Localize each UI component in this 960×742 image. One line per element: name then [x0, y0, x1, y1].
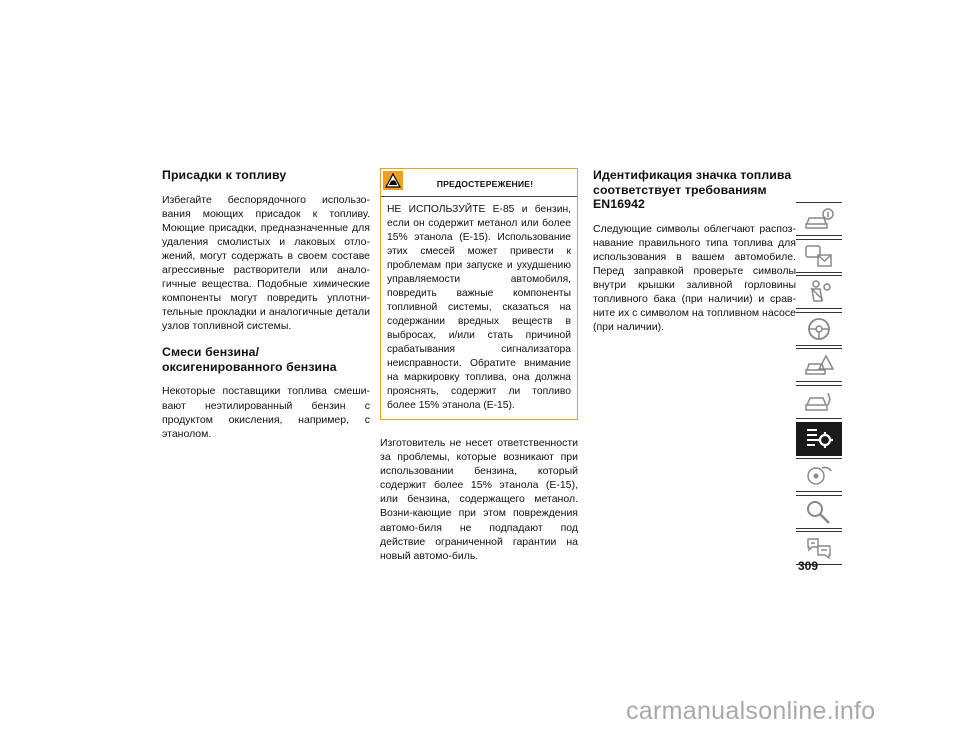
car-service-icon [804, 389, 834, 415]
tab-steering[interactable] [796, 312, 842, 346]
page-number: 309 [798, 559, 819, 573]
warning-text: НЕ ИСПОЛЬЗУЙТЕ Е-85 и бензин, если он содержит метанол или более 15% этанола (Е-15). Использование этих смесей может привести к проблемам при запуске и ухудшению управляемости автомобиля, повредить важные компоненты топливной системы, сказаться на содержании вредных веществ в выбросах, и/или стать причиной срабатывания сигнализатора неисправности. Обратите внимание на маркировку топлива, она должна прояснять, содержит ли топливо более 15% этанола (Е-15). [387, 204, 571, 411]
chapter-tabs [796, 202, 842, 568]
paragraph-fuel-symbol: Следующие символы облегчают распоз-навание правильного типа топлива для использования в вашем автомобиле. Перед заправкой проверьте символы внутри крышки заливной горловины топливного бака (при наличии) и срав-ните их с символом на топливном насосе (при наличии). [593, 222, 796, 334]
heading-fuel-symbol: Идентификация значка топлива соответствует требованиям EN16942 [593, 168, 792, 211]
watermark[interactable]: carmanualsonline.info [626, 697, 876, 725]
steering-wheel-icon [804, 316, 834, 342]
middle-column [380, 168, 578, 575]
tab-seat-safety[interactable] [796, 275, 842, 309]
warning-title: ПРЕДОСТЕРЕЖЕНИЕ! [436, 179, 534, 189]
left-column [162, 168, 370, 453]
warning-box [380, 168, 578, 420]
seat-safety-icon [804, 279, 834, 305]
tab-warning-lights[interactable] [796, 239, 842, 273]
right-column [593, 168, 796, 346]
car-info-icon [804, 206, 834, 232]
heading-oxygenated-blends: Смеси бензина/оксигенированного бензина [162, 345, 337, 374]
tab-roadside[interactable] [796, 348, 842, 382]
paragraph-additives: Избегайте беспорядочного использо-вания моющих присадок к топливу. Моющие присадки, предназначенные для удаления смолистых и лаковых отло-жений, могут содержать в своем составе агрессивные растворители или анало-гичные вещества. Подобные химические компоненты могут повредить уплотни-тельные прокладки и аналогичные детали узлов топливной системы. [162, 193, 370, 333]
warning-header [381, 169, 577, 197]
tab-car-info[interactable] [796, 202, 842, 236]
search-index-icon [804, 499, 834, 525]
warning-lights-icon [804, 243, 834, 269]
tab-technical-specs[interactable] [796, 422, 842, 456]
multimedia-icon [804, 462, 834, 488]
tab-multimedia[interactable] [796, 458, 842, 492]
paragraph-blends: Некоторые поставщики топлива смеши-вают неэтилированный бензин с продуктом окисления, например, с этанолом. [162, 385, 370, 440]
language-icon [804, 535, 834, 561]
technical-specs-icon [804, 426, 834, 452]
heading-fuel-additives: Присадки к топливу [162, 168, 287, 182]
roadside-emergency-icon [804, 352, 834, 378]
tab-service[interactable] [796, 385, 842, 419]
tab-index[interactable] [796, 495, 842, 529]
paragraph-manufacturer: Изготовитель не несет ответственности за проблемы, которые возникают при использовании бензина, который содержит более 15% этанола (Е-15), или бензина, содержащего метанол. Возни-кающие при этом повреждения автомо-биля не подпадают под действие ограниченной гарантии на новый автомо-биль. [380, 437, 578, 562]
